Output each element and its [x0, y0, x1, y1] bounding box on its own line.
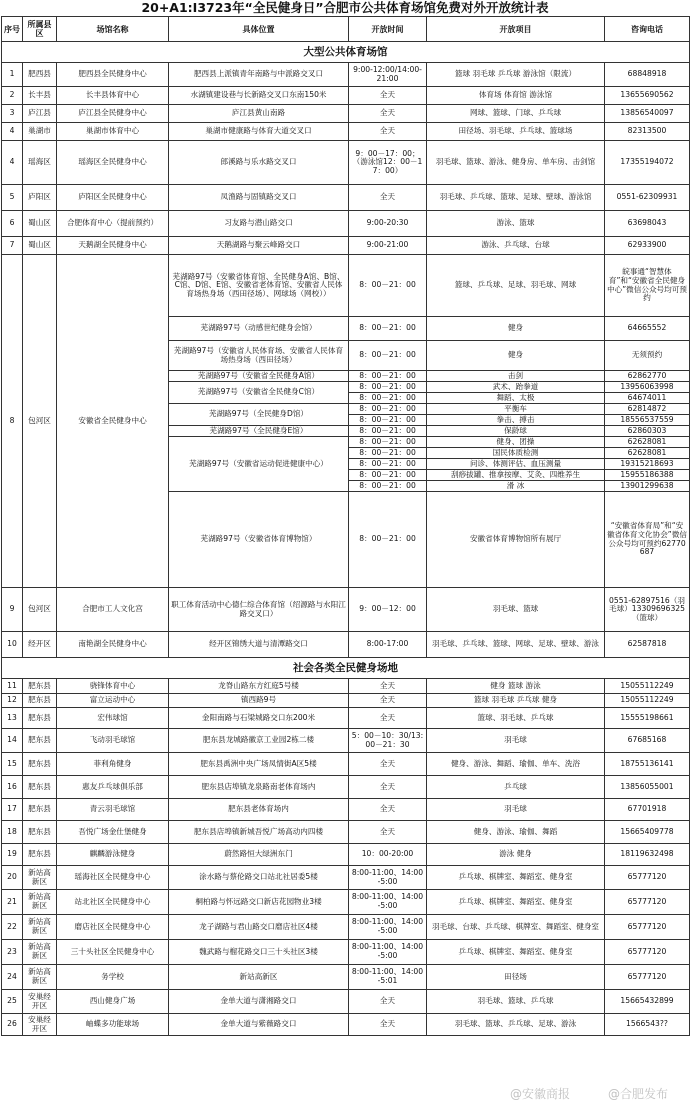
cell-no: 20: [2, 866, 23, 890]
cell-hours: 8：00－21：00: [349, 481, 427, 492]
cell-phone: 63698043: [605, 211, 690, 237]
cell-venue: 瑶海区全民健身中心: [57, 141, 169, 185]
cell-items: 体育场 体育馆 游泳馆: [427, 87, 605, 105]
header-items: 开放项目: [427, 17, 605, 42]
cell-hours: 5：00－10：30/13:00－21：30: [349, 729, 427, 753]
cell-phone: 67701918: [605, 799, 690, 821]
table-row: [2, 632, 690, 658]
cell-items: 篮球、羽毛球、乒乓球: [427, 708, 605, 729]
cell-items: 羽毛球、篮球、游泳、健身房、单车房、击剑馆: [427, 141, 605, 185]
cell-county: 新站高新区: [23, 965, 57, 990]
cell-no: 4: [2, 123, 23, 141]
cell-phone: 62933900: [605, 237, 690, 255]
cell-location: 涂水路与蔡伦路交口站北社居委5楼: [169, 866, 349, 890]
table-row: [2, 694, 690, 708]
cell-hours: 全天: [349, 708, 427, 729]
cell-hours: 9:00-21:00: [349, 237, 427, 255]
cell-phone: 13655690562: [605, 87, 690, 105]
cell-no: 14: [2, 729, 23, 753]
section-row: [2, 658, 690, 679]
cell-no: 17: [2, 799, 23, 821]
cell-location: 新站高新区: [169, 965, 349, 990]
cell-location: 水湖镇建设巷与长新路交叉口东南150米: [169, 87, 349, 105]
cell-venue: 肥西县全民健身中心: [57, 63, 169, 87]
cell-hours: 全天: [349, 185, 427, 211]
cell-county: 巢湖市: [23, 123, 57, 141]
cell-phone: 18119632498: [605, 844, 690, 866]
cell-items: 保龄球: [427, 426, 605, 437]
cell-location: 郎溪路与乐水路交叉口: [169, 141, 349, 185]
cell-location: 芜湖路97号（安徽省全民健身A馆）: [169, 371, 349, 382]
table-row: [2, 141, 690, 185]
table-row: [2, 185, 690, 211]
cell-venue: 务学校: [57, 965, 169, 990]
cell-venue: 麒麟游泳健身: [57, 844, 169, 866]
cell-no: 23: [2, 940, 23, 965]
cell-location: 芜湖路97号（全民健身D馆）: [169, 404, 349, 426]
cell-items: 羽毛球、乒乓球、篮球、网球、足球、壁球、游泳: [427, 632, 605, 658]
cell-phone: 15055112249: [605, 694, 690, 708]
table-row: [2, 990, 690, 1014]
header-phone: 咨询电话: [605, 17, 690, 42]
cell-items: 健身 篮球 游泳: [427, 679, 605, 694]
cell-venue: 合肥市工人文化宫: [57, 588, 169, 632]
cell-phone: 62628081: [605, 437, 690, 448]
cell-location: 桐柏路与怀远路交口新店花园物业3楼: [169, 890, 349, 915]
cell-no: 10: [2, 632, 23, 658]
cell-phone: 15955186388: [605, 470, 690, 481]
cell-location: 芜湖路97号（全民健身E馆）: [169, 426, 349, 437]
cell-items: 国民体质检测: [427, 448, 605, 459]
cell-venue: 合肥体育中心（提前预约）: [57, 211, 169, 237]
cell-venue: 庐阳区全民健身中心: [57, 185, 169, 211]
cell-venue: 骁锋体育中心: [57, 679, 169, 694]
cell-location: 凤渔路与固镇路交叉口: [169, 185, 349, 211]
cell-county: 长丰县: [23, 87, 57, 105]
cell-items: 健身、游泳、瑜伽、舞蹈: [427, 821, 605, 844]
cell-county: 肥东县: [23, 844, 57, 866]
cell-hours: 8：00－21：00: [349, 371, 427, 382]
cell-hours: 8：00－21：00: [349, 317, 427, 341]
watermark-hefei-release: @合肥发布: [608, 1087, 669, 1101]
cell-location: 巢湖市健康路与体育大道交叉口: [169, 123, 349, 141]
cell-county: 经开区: [23, 632, 57, 658]
cell-county: 肥东县: [23, 729, 57, 753]
cell-venue: 长丰县体育中心: [57, 87, 169, 105]
cell-hours: 9:00-20:30: [349, 211, 427, 237]
cell-items: 田径场: [427, 965, 605, 990]
cell-items: 健身、团操: [427, 437, 605, 448]
cell-county: 肥东县: [23, 708, 57, 729]
cell-county: 庐阳区: [23, 185, 57, 211]
cell-phone: 65777120: [605, 965, 690, 990]
cell-location: 龙脊山路东方红庭5号楼: [169, 679, 349, 694]
cell-hours: 8：00－21：00: [349, 404, 427, 415]
cell-phone: 64674011: [605, 393, 690, 404]
cell-items: 击剑: [427, 371, 605, 382]
table-row: [2, 1014, 690, 1036]
cell-location: 天鹅湖路与聚云峰路交口: [169, 237, 349, 255]
cell-location: 习友路与潜山路交口: [169, 211, 349, 237]
cell-items: 羽毛球、篮球、乒乓球: [427, 990, 605, 1014]
cell-county: 包河区: [23, 588, 57, 632]
cell-county: 蜀山区: [23, 237, 57, 255]
cell-items: 乒乓球: [427, 776, 605, 799]
cell-venue: 岫蝶多功能球场: [57, 1014, 169, 1036]
cell-venue: 南艳湖全民健身中心: [57, 632, 169, 658]
cell-no: 15: [2, 753, 23, 776]
cell-phone: 15055112249: [605, 679, 690, 694]
cell-items: 羽毛球、台球、乒乓球、棋牌室、舞蹈室、健身室: [427, 915, 605, 940]
cell-venue: 巢湖市体育中心: [57, 123, 169, 141]
cell-no: 1: [2, 63, 23, 87]
cell-county: 肥东县: [23, 799, 57, 821]
cell-county: 新站高新区: [23, 890, 57, 915]
cell-hours: 全天: [349, 990, 427, 1014]
cell-phone: 64665552: [605, 317, 690, 341]
cell-location: 芜湖路97号（动感世纪健身会馆）: [169, 317, 349, 341]
cell-county: 庐江县: [23, 105, 57, 123]
cell-county: 安巢经开区: [23, 1014, 57, 1036]
cell-hours: 8：00－21：00: [349, 255, 427, 317]
cell-county: 肥东县: [23, 753, 57, 776]
cell-items: 平衡车: [427, 404, 605, 415]
header-row: [2, 17, 690, 42]
cell-items: 田径场、羽毛球、乒乓球、篮球场: [427, 123, 605, 141]
cell-phone: 13856540097: [605, 105, 690, 123]
cell-hours: 8：00－21：00: [349, 492, 427, 588]
table-row: [2, 123, 690, 141]
cell-phone: 1566543??: [605, 1014, 690, 1036]
cell-items: 问诊、体测评估、血压测量: [427, 459, 605, 470]
section-title: 大型公共体育场馆: [2, 42, 690, 63]
cell-location: 肥东县禹洲中央广场凤情街A区5楼: [169, 753, 349, 776]
cell-items: 羽毛球: [427, 729, 605, 753]
table-row: [2, 237, 690, 255]
cell-phone: 65777120: [605, 890, 690, 915]
cell-phone: 62814872: [605, 404, 690, 415]
cell-no: 11: [2, 679, 23, 694]
cell-hours: 8：00－21：00: [349, 426, 427, 437]
cell-hours: 全天: [349, 123, 427, 141]
cell-hours: 全天: [349, 679, 427, 694]
table-row: [2, 965, 690, 990]
table-row: [2, 844, 690, 866]
cell-hours: 8：00－21：00: [349, 341, 427, 371]
cell-phone: 19315218693: [605, 459, 690, 470]
cell-hours: 8：00－21：00: [349, 437, 427, 448]
cell-hours: 8:00-11:00、14:00-5:00: [349, 890, 427, 915]
cell-hours: 全天: [349, 694, 427, 708]
cell-location: 职工体育活动中心德仁综合体育馆（绍源路与水阳江路交叉口）: [169, 588, 349, 632]
cell-items: 篮球 羽毛球 乒乓球 游泳馆（限流）: [427, 63, 605, 87]
cell-location: 金单大道与潇湘路交口: [169, 990, 349, 1014]
cell-venue: 惠友乒乓球俱乐部: [57, 776, 169, 799]
cell-phone: 68848918: [605, 63, 690, 87]
cell-hours: 8:00-17:00: [349, 632, 427, 658]
cell-hours: 全天: [349, 1014, 427, 1036]
cell-location: 肥东县店埠镇龙泉路南老体育场内: [169, 776, 349, 799]
cell-hours: 全天: [349, 799, 427, 821]
cell-hours: 8：00－21：00: [349, 459, 427, 470]
table-row: [2, 821, 690, 844]
cell-venue: 飞动羽毛球馆: [57, 729, 169, 753]
cell-items: 网球、篮球、门球、乒乓球: [427, 105, 605, 123]
cell-hours: 全天: [349, 87, 427, 105]
cell-county: 新站高新区: [23, 915, 57, 940]
cell-county: 新站高新区: [23, 940, 57, 965]
cell-phone: 65777120: [605, 915, 690, 940]
cell-items: 羽毛球、乒乓球、篮球、足球、壁球、游泳馆: [427, 185, 605, 211]
cell-location: 芜湖路97号（安徽省人民体育场、安徽省人民体育场热身场（西田径场）: [169, 341, 349, 371]
cell-no: 16: [2, 776, 23, 799]
cell-county: 蜀山区: [23, 211, 57, 237]
cell-items: 乒乓球、棋牌室、舞蹈室、健身室: [427, 866, 605, 890]
table-row: [2, 729, 690, 753]
cell-phone: 65777120: [605, 866, 690, 890]
cell-county: 肥东县: [23, 694, 57, 708]
table-row: [2, 588, 690, 632]
cell-no: 26: [2, 1014, 23, 1036]
table-row: [2, 211, 690, 237]
cell-phone: 62628081: [605, 448, 690, 459]
cell-venue: 菲利角健身: [57, 753, 169, 776]
cell-venue: 庐江县全民健身中心: [57, 105, 169, 123]
cell-items: 安徽省体育博物馆所有展厅: [427, 492, 605, 588]
cell-no: 3: [2, 105, 23, 123]
cell-no: 2: [2, 87, 23, 105]
cell-county: 肥西县: [23, 63, 57, 87]
cell-phone: 13956063998: [605, 382, 690, 393]
cell-location: 芜湖路97号（安徽省体育馆、全民健身A馆、B馆、C馆、D馆、E馆、安徽省老体育馆、安徽省人民体育场热身场（西田径场）、网球场（网校））: [169, 255, 349, 317]
cell-venue: 宏伟球馆: [57, 708, 169, 729]
section-row: [2, 42, 690, 63]
cell-venue: 天鹅湖全民健身中心: [57, 237, 169, 255]
cell-no: 22: [2, 915, 23, 940]
cell-hours: 8：00－21：00: [349, 448, 427, 459]
cell-location: 金阳南路与石梁城路交口东200米: [169, 708, 349, 729]
cell-location: 芜湖路97号（安徽省体育博物馆）: [169, 492, 349, 588]
cell-hours: 8：00－21：00: [349, 415, 427, 426]
cell-venue: 三十头社区全民健身中心: [57, 940, 169, 965]
cell-venue: 安徽省全民健身中心: [57, 255, 169, 588]
cell-no: 13: [2, 708, 23, 729]
cell-location: 肥东县店埠镇新城吾悦广场高动内四楼: [169, 821, 349, 844]
cell-venue: 青云羽毛球馆: [57, 799, 169, 821]
table-row: [2, 940, 690, 965]
cell-phone: “安徽省体育局”和“安徽省体育文化协会”微信公众号均可预约62770687: [605, 492, 690, 588]
table-row: [2, 915, 690, 940]
cell-venue: 站北社区全民健身中心: [57, 890, 169, 915]
cell-no: 5: [2, 185, 23, 211]
cell-hours: 8：00－21：00: [349, 470, 427, 481]
cell-no: 24: [2, 965, 23, 990]
header-no: 序号: [2, 17, 23, 42]
cell-items: 羽毛球: [427, 799, 605, 821]
table-row: [2, 890, 690, 915]
cell-items: 刮痧拔罐、推拿按摩、艾灸、四维养生: [427, 470, 605, 481]
cell-hours: 8:00-11:00、14:00-5:00: [349, 866, 427, 890]
cell-location: 肥西县上派镇青年南路与中派路交叉口: [169, 63, 349, 87]
cell-county: 肥东县: [23, 776, 57, 799]
header-venue: 场馆名称: [57, 17, 169, 42]
cell-items: 羽毛球、篮球: [427, 588, 605, 632]
cell-hours: 9:00-12:00/14:00-21:00: [349, 63, 427, 87]
cell-no: 12: [2, 694, 23, 708]
cell-hours: 9：00－12：00: [349, 588, 427, 632]
cell-items: 篮球、乒乓球、足球、羽毛球、网球: [427, 255, 605, 317]
cell-phone: 15665409778: [605, 821, 690, 844]
cell-venue: 西山健身广场: [57, 990, 169, 1014]
cell-hours: 全天: [349, 753, 427, 776]
cell-items: 乒乓球、棋牌室、舞蹈室、健身室: [427, 940, 605, 965]
cell-venue: 磨店社区全民健身中心: [57, 915, 169, 940]
cell-no: 4: [2, 141, 23, 185]
cell-hours: 8：00－21：00: [349, 382, 427, 393]
cell-phone: 15665432899: [605, 990, 690, 1014]
cell-phone: 18755136141: [605, 753, 690, 776]
cell-phone: 17355194072: [605, 141, 690, 185]
cell-hours: 10：00-20:00: [349, 844, 427, 866]
table-row: [2, 87, 690, 105]
cell-items: 游泳、篮球: [427, 211, 605, 237]
cell-items: 游泳 健身: [427, 844, 605, 866]
cell-phone: 62860303: [605, 426, 690, 437]
cell-hours: 8:00-11:00、14:00-5:00: [349, 915, 427, 940]
cell-phone: 15555198661: [605, 708, 690, 729]
cell-phone: 62587818: [605, 632, 690, 658]
table-row: [2, 255, 690, 317]
cell-location: 魏武路与榴花路交口三十头社区3楼: [169, 940, 349, 965]
cell-county: 瑶海区: [23, 141, 57, 185]
venue-table: [1, 16, 690, 1036]
table-row: [2, 776, 690, 799]
cell-location: 芜湖路97号（安徽省运动促进健康中心）: [169, 437, 349, 492]
table-row: [2, 753, 690, 776]
cell-phone: 13856055001: [605, 776, 690, 799]
cell-phone: 18556537559: [605, 415, 690, 426]
cell-items: 健身: [427, 317, 605, 341]
cell-county: 包河区: [23, 255, 57, 588]
cell-location: 蔚然路恒大绿洲东门: [169, 844, 349, 866]
cell-venue: 富立运动中心: [57, 694, 169, 708]
cell-location: 镇西路9号: [169, 694, 349, 708]
header-county: 所属县区: [23, 17, 57, 42]
cell-location: 金单大道与紫薇路交口: [169, 1014, 349, 1036]
cell-location: 庐江县黄山南路: [169, 105, 349, 123]
cell-phone: 0551-62897516（羽毛球）13309696325（篮球）: [605, 588, 690, 632]
cell-hours: 8：00－21：00: [349, 393, 427, 404]
cell-county: 肥东县: [23, 821, 57, 844]
cell-items: 篮球 羽毛球 乒乓球 健身: [427, 694, 605, 708]
table-row: [2, 866, 690, 890]
cell-no: 9: [2, 588, 23, 632]
table-row: [2, 799, 690, 821]
cell-no: 18: [2, 821, 23, 844]
cell-location: 经开区锦绣大道与清潭路交口: [169, 632, 349, 658]
cell-phone: 65777120: [605, 940, 690, 965]
cell-phone: 82313500: [605, 123, 690, 141]
cell-phone: 无须预约: [605, 341, 690, 371]
cell-hours: 全天: [349, 776, 427, 799]
cell-county: 安巢经开区: [23, 990, 57, 1014]
cell-items: 健身: [427, 341, 605, 371]
cell-venue: 吾悦广场金仕堡健身: [57, 821, 169, 844]
table-title: 20+A1:I3723年“全民健身日”合肥市公共体育场馆免费对外开放统计表: [141, 0, 549, 15]
cell-location: 龙子湖路与君山路交口磨店社区4楼: [169, 915, 349, 940]
cell-location: 芜湖路97号（安徽省全民健身C馆）: [169, 382, 349, 404]
cell-phone: 62862770: [605, 371, 690, 382]
cell-items: 健身、游泳、舞蹈、瑜伽、单车、洗浴: [427, 753, 605, 776]
cell-hours: 8:00-11:00、14:00-5:01: [349, 965, 427, 990]
cell-hours: 全天: [349, 821, 427, 844]
cell-items: 拳击、搏击: [427, 415, 605, 426]
cell-county: 肥东县: [23, 679, 57, 694]
cell-items: 舞蹈、太极: [427, 393, 605, 404]
table-row: [2, 63, 690, 87]
table-row: [2, 105, 690, 123]
header-hours: 开放时间: [349, 17, 427, 42]
cell-phone: 13901299638: [605, 481, 690, 492]
table-row: [2, 708, 690, 729]
cell-county: 新站高新区: [23, 866, 57, 890]
cell-items: 游泳、乒乓球、台球: [427, 237, 605, 255]
section-title: 社会各类全民健身场地: [2, 658, 690, 679]
table-row: [2, 679, 690, 694]
cell-no: 25: [2, 990, 23, 1014]
cell-hours: 9：00－17：00；（游泳馆12：00－17：00）: [349, 141, 427, 185]
cell-items: 滑 冰: [427, 481, 605, 492]
cell-no: 8: [2, 255, 23, 588]
watermark-anhui-business: @安徽商报: [510, 1087, 571, 1101]
cell-phone: 0551-62309931: [605, 185, 690, 211]
cell-items: 乒乓球、棋牌室、舞蹈室、健身室: [427, 890, 605, 915]
header-location: 具体位置: [169, 17, 349, 42]
cell-location: 肥东县龙城路徽京工业园2栋二楼: [169, 729, 349, 753]
cell-hours: 8:00-11:00、14:00-5:00: [349, 940, 427, 965]
cell-no: 19: [2, 844, 23, 866]
cell-phone: 67685168: [605, 729, 690, 753]
cell-location: 肥东县老体育场内: [169, 799, 349, 821]
cell-no: 6: [2, 211, 23, 237]
cell-items: 武术、跆拳道: [427, 382, 605, 393]
cell-venue: 瑶海社区全民健身中心: [57, 866, 169, 890]
cell-no: 7: [2, 237, 23, 255]
cell-no: 21: [2, 890, 23, 915]
cell-phone: 皖事通“智慧体育”和“安徽省全民健身中心”微信公众号均可预约: [605, 255, 690, 317]
cell-items: 羽毛球、篮球、乒乓球、足球、游泳: [427, 1014, 605, 1036]
cell-hours: 全天: [349, 105, 427, 123]
